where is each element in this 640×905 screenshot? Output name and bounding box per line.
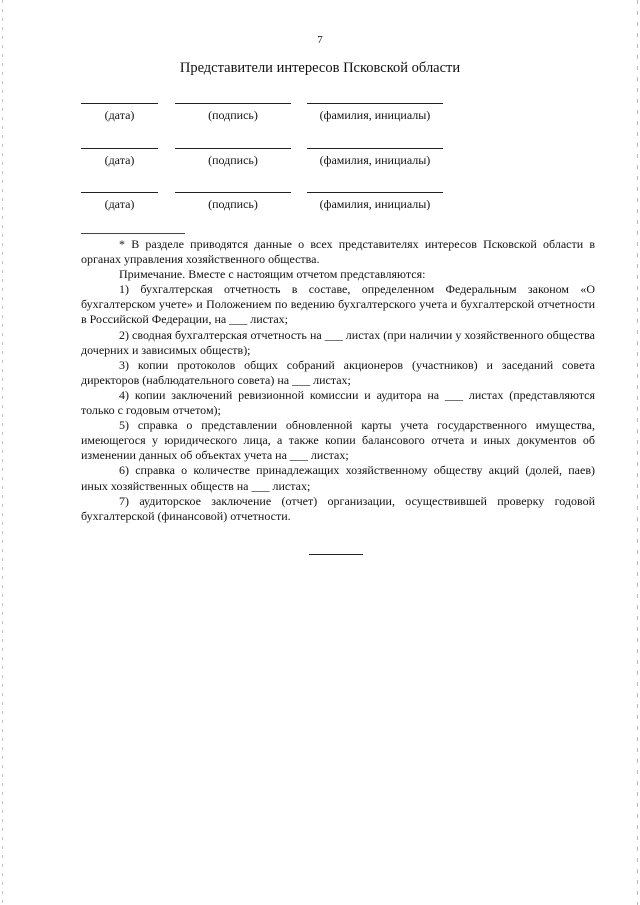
name-field <box>307 103 443 133</box>
signature-row <box>0 148 640 178</box>
signature-row <box>0 103 640 133</box>
list-item: 2) сводная бухгалтерская отчетность на ___ листах (при наличии у хозяйственного общества дочерних и зависимых обществ); <box>81 327 595 357</box>
date-caption: (дата) <box>104 108 135 122</box>
date-field <box>81 148 158 178</box>
end-separator <box>309 554 363 555</box>
signature-line <box>175 148 291 149</box>
list-item: 1) бухгалтерская отчетность в составе, определенном Федеральным законом «О бухгалтерском учете» и Положением по ведению бухгалтерского учета и бухгалтерской отчетности в Российской Федерации, на ___ листах; <box>81 282 595 327</box>
list-item: 4) копии заключений ревизионной комиссии и аудитора на ___ листах (представляются только с годовым отчетом); <box>81 387 595 418</box>
page-number: 7 <box>317 34 323 46</box>
signature-field <box>175 148 291 178</box>
footnote-text: * В разделе приводятся данные о всех представителях интересов Псковской области в органах управления хозяйственного общества. <box>81 237 595 267</box>
list-item: 7) аудиторское заключение (отчет) организации, осуществившей проверку годовой бухгалтерской (финансовой) отчетности. <box>81 493 595 523</box>
date-line <box>81 148 158 149</box>
name-line <box>307 192 443 193</box>
name-field <box>307 192 443 222</box>
name-caption: (фамилия, инициалы) <box>319 197 431 211</box>
notes-section <box>81 237 595 524</box>
signature-caption: (подпись) <box>208 108 258 122</box>
scan-edge-right <box>637 0 638 905</box>
list-item: 5) справка о представлении обновленной карты учета государственного имущества, имеющегося у юридического лица, а также копии балансового отчета и иных документов об изменении данных об объектах учета на ___ листах; <box>81 418 595 463</box>
scan-edge-left <box>2 0 3 905</box>
date-line <box>81 192 158 193</box>
footnote-separator <box>81 233 185 234</box>
name-caption: (фамилия, инициалы) <box>319 108 431 122</box>
date-caption: (дата) <box>104 153 135 167</box>
page-title: Представители интересов Псковской области <box>179 60 461 76</box>
note-heading: Примечание. Вместе с настоящим отчетом представляются: <box>119 267 426 282</box>
signature-caption: (подпись) <box>208 153 258 167</box>
signature-caption: (подпись) <box>208 197 258 211</box>
name-field <box>307 148 443 178</box>
date-field <box>81 192 158 222</box>
name-line <box>307 148 443 149</box>
name-caption: (фамилия, инициалы) <box>319 153 431 167</box>
signature-field <box>175 103 291 133</box>
date-caption: (дата) <box>104 197 135 211</box>
signature-field <box>175 192 291 222</box>
signature-line <box>175 103 291 104</box>
list-item: 3) копии протоколов общих собраний акционеров (участников) и заседаний совета директоров (наблюдательного совета) на ___ листах; <box>81 357 595 387</box>
signature-line <box>175 192 291 193</box>
date-field <box>81 103 158 133</box>
list-item: 6) справка о количестве принадлежащих хозяйственному обществу акций (долей, паев) иных хозяйственных обществ на ___ листах; <box>81 463 595 493</box>
date-line <box>81 103 158 104</box>
signature-row <box>0 192 640 222</box>
name-line <box>307 103 443 104</box>
